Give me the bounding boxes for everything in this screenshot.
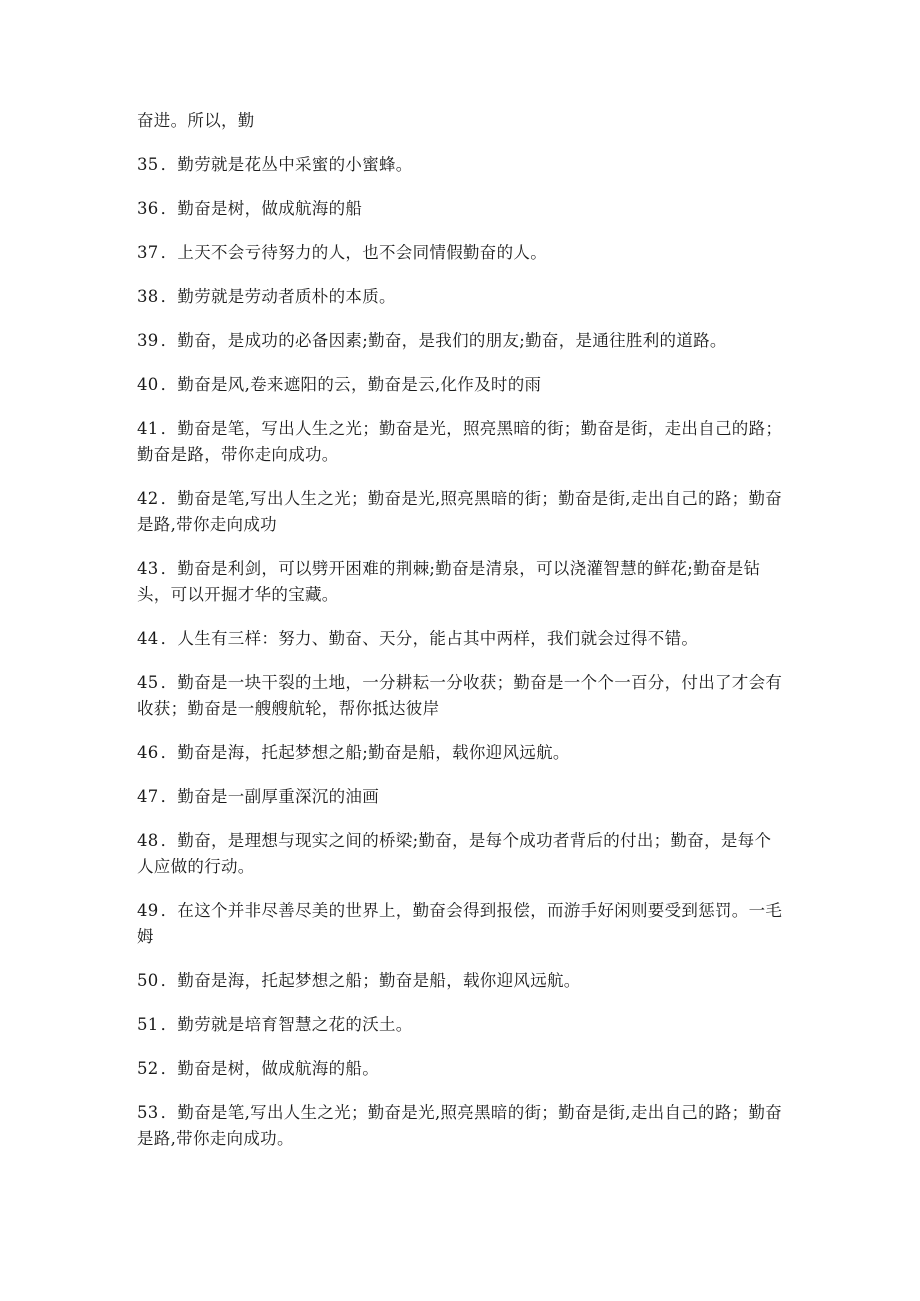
item-number: 41 — [137, 419, 159, 438]
item-text: ．勤奋是笔,写出人生之光；勤奋是光,照亮黑暗的街；勤奋是街,走出自己的路；勤奋是路,带你走向成功。 — [137, 1103, 783, 1148]
item-text: ．勤劳就是花丛中采蜜的小蜜蜂。 — [160, 155, 413, 174]
list-item — [137, 626, 785, 652]
item-number: 36 — [137, 199, 159, 218]
item-number: 52 — [137, 1059, 159, 1078]
item-number: 39 — [137, 331, 159, 350]
list-item — [137, 828, 785, 880]
item-text: ．勤奋是笔,写出人生之光；勤奋是光,照亮黑暗的街；勤奋是街,走出自己的路；勤奋是路,带你走向成功 — [137, 489, 783, 534]
item-text: ．勤奋是利剑，可以劈开困难的荆棘;勤奋是清泉，可以浇灌智慧的鲜花;勤奋是钻头，可以开掘才华的宝藏。 — [137, 559, 761, 604]
item-number: 47 — [137, 787, 159, 806]
item-text: ．勤劳就是劳动者质朴的本质。 — [160, 287, 396, 306]
list-item — [137, 486, 785, 538]
list-item — [137, 1100, 785, 1152]
list-item — [137, 240, 785, 266]
item-number: 40 — [137, 375, 159, 394]
list-item — [137, 740, 785, 766]
lead-fragment: 奋进。所以，勤 — [137, 111, 255, 130]
item-number: 48 — [137, 831, 159, 850]
list-item — [137, 328, 785, 354]
item-text: ．勤奋是树，做成航海的船。 — [160, 1059, 380, 1078]
item-number: 42 — [137, 489, 159, 508]
list-item — [137, 416, 785, 468]
list-item — [137, 1056, 785, 1082]
item-number: 53 — [137, 1103, 159, 1122]
document-body — [137, 108, 785, 1170]
list-item — [137, 1012, 785, 1038]
item-number: 43 — [137, 559, 159, 578]
item-text: ．上天不会亏待努力的人，也不会同情假勤奋的人。 — [160, 243, 548, 262]
item-text: ．勤奋是海，托起梦想之船;勤奋是船，载你迎风远航。 — [160, 743, 570, 762]
list-item — [137, 152, 785, 178]
item-text: ．勤奋是一块干裂的土地，一分耕耘一分收获；勤奋是一个个一百分，付出了才会有收获；勤奋是一艘艘航轮，帮你抵达彼岸 — [137, 673, 783, 718]
item-text: ．勤奋是风,卷来遮阳的云，勤奋是云,化作及时的雨 — [160, 375, 542, 394]
item-text: ．人生有三样：努力、勤奋、天分，能占其中两样，我们就会过得不错。 — [160, 629, 699, 648]
item-text: ．勤奋是树，做成航海的船 — [160, 199, 363, 218]
item-text: ．勤奋，是理想与现实之间的桥梁;勤奋，是每个成功者背后的付出；勤奋，是每个人应做的行动。 — [137, 831, 772, 876]
list-item — [137, 372, 785, 398]
list-item — [137, 784, 785, 810]
item-number: 35 — [137, 155, 159, 174]
list-item — [137, 556, 785, 608]
item-text: ．勤奋是笔，写出人生之光；勤奋是光，照亮黑暗的街；勤奋是街，走出自己的路；勤奋是路，带你走向成功。 — [137, 419, 783, 464]
list-item — [137, 284, 785, 310]
item-text: ．勤奋，是成功的必备因素;勤奋，是我们的朋友;勤奋，是通往胜利的道路。 — [160, 331, 727, 350]
item-number: 45 — [137, 673, 159, 692]
list-item — [137, 898, 785, 950]
item-text: ．在这个并非尽善尽美的世界上，勤奋会得到报偿，而游手好闲则要受到惩罚。一毛姆 — [137, 901, 783, 946]
item-number: 51 — [137, 1015, 159, 1034]
item-number: 38 — [137, 287, 159, 306]
item-text: ．勤奋是海，托起梦想之船；勤奋是船，载你迎风远航。 — [160, 971, 581, 990]
item-number: 46 — [137, 743, 159, 762]
item-text: ．勤劳就是培育智慧之花的沃土。 — [160, 1015, 413, 1034]
item-number: 50 — [137, 971, 159, 990]
list-item — [137, 196, 785, 222]
item-number: 49 — [137, 901, 159, 920]
item-number: 37 — [137, 243, 159, 262]
list-item — [137, 670, 785, 722]
list-item — [137, 968, 785, 994]
item-number: 44 — [137, 629, 159, 648]
item-text: ．勤奋是一副厚重深沉的油画 — [160, 787, 380, 806]
